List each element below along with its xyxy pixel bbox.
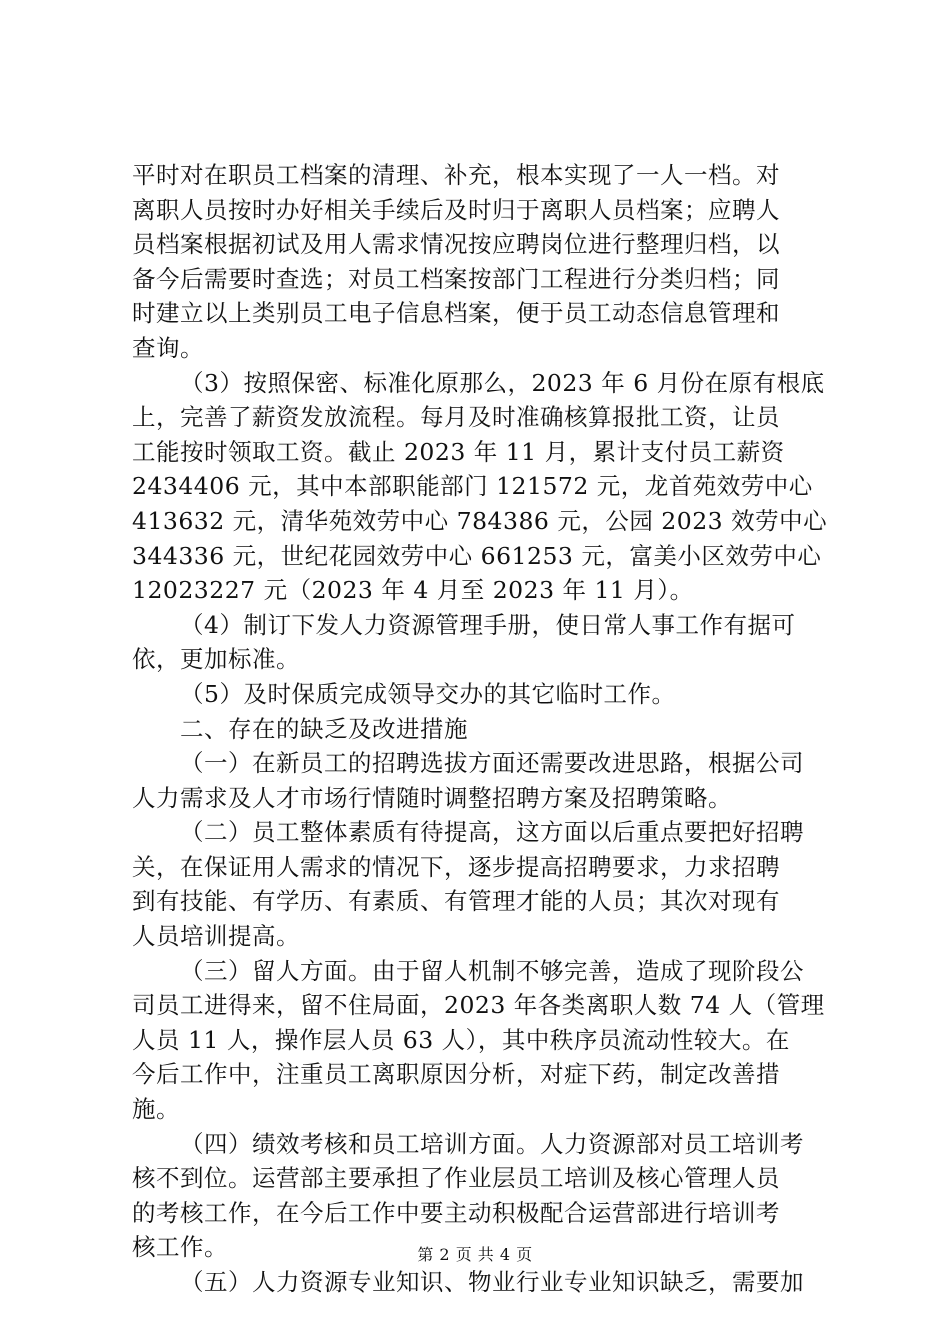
text-line: 依，更加标准。 — [132, 645, 300, 674]
text-line: 上，完善了薪资发放流程。每月及时准确核算报批工资，让员 — [132, 403, 780, 432]
text-line: （四）绩效考核和员工培训方面。人力资源部对员工培训考 — [180, 1129, 804, 1158]
text-line: 今后工作中，注重员工离职原因分析，对症下药，制定改善措 — [132, 1060, 780, 1089]
text-line: （一）在新员工的招聘选拔方面还需要改进思路，根据公司 — [180, 749, 804, 778]
text-line: 平时对在职员工档案的清理、补充，根本实现了一人一档。对 — [132, 161, 780, 189]
text-line: （五）人力资源专业知识、物业行业专业知识缺乏，需要加 — [180, 1268, 804, 1296]
text-line: （3）按照保密、标准化原那么，2023 年 6 月份在原有根底 — [180, 368, 825, 397]
text-line: 时建立以上类别员工电子信息档案，便于员工动态信息管理和 — [132, 299, 780, 328]
text-line: 人员培训提高。 — [132, 922, 300, 951]
text-line: 2434406 元，其中本部职能部门 121572 元，龙首苑效劳中心 — [132, 472, 813, 501]
text-line: 人员 11 人，操作层人员 63 人），其中秩序员流动性较大。在 — [132, 1025, 790, 1054]
text-line: 到有技能、有学历、有素质、有管理才能的人员；其次对现有 — [132, 887, 780, 916]
text-line: （5）及时保质完成领导交办的其它临时工作。 — [180, 679, 676, 708]
text-line: 二、存在的缺乏及改进措施 — [180, 714, 468, 743]
text-line: 的考核工作，在今后工作中要主动积极配合运营部进行培训考 — [132, 1198, 780, 1227]
text-line: 员档案根据初试及用人需求情况按应聘岗位进行整理归档，以 — [132, 230, 780, 259]
text-line: 查询。 — [132, 333, 204, 362]
text-line: 司员工进得来，留不住局面，2023 年各类离职人数 74 人（管理 — [132, 991, 825, 1020]
text-line: 关，在保证用人需求的情况下，逐步提高招聘要求，力求招聘 — [132, 852, 780, 881]
text-line: 344336 元，世纪花园效劳中心 661253 元，富美小区效劳中心 — [132, 541, 822, 570]
text-line: 413632 元，清华苑效劳中心 784386 元，公园 2023 效劳中心 — [132, 506, 828, 535]
text-line: （4）制订下发人力资源管理手册，使日常人事工作有据可 — [180, 610, 796, 639]
text-line: 人力需求及人才市场行情随时调整招聘方案及招聘策略。 — [132, 783, 732, 812]
text-line: 施。 — [132, 1095, 180, 1124]
text-line: （三）留人方面。由于留人机制不够完善，造成了现阶段公 — [180, 956, 804, 985]
text-line: 备今后需要时查选；对员工档案按部门工程进行分类归档；同 — [132, 264, 780, 293]
text-line: 12023227 元（2023 年 4 月至 2023 年 11 月）。 — [132, 576, 694, 605]
text-line: 核工作。 — [132, 1233, 228, 1262]
page-number-footer: 第 2 页 共 4 页 — [417, 1245, 533, 1264]
text-line: 工能按时领取工资。截止 2023 年 11 月，累计支付员工薪资 — [132, 437, 785, 466]
text-line: 离职人员按时办好相关手续后及时归于离职人员档案；应聘人 — [132, 195, 780, 224]
text-line: （二）员工整体素质有待提高，这方面以后重点要把好招聘 — [180, 818, 804, 847]
text-line: 核不到位。运营部主要承担了作业层员工培训及核心管理人员 — [132, 1164, 780, 1193]
document-body — [132, 158, 832, 1300]
